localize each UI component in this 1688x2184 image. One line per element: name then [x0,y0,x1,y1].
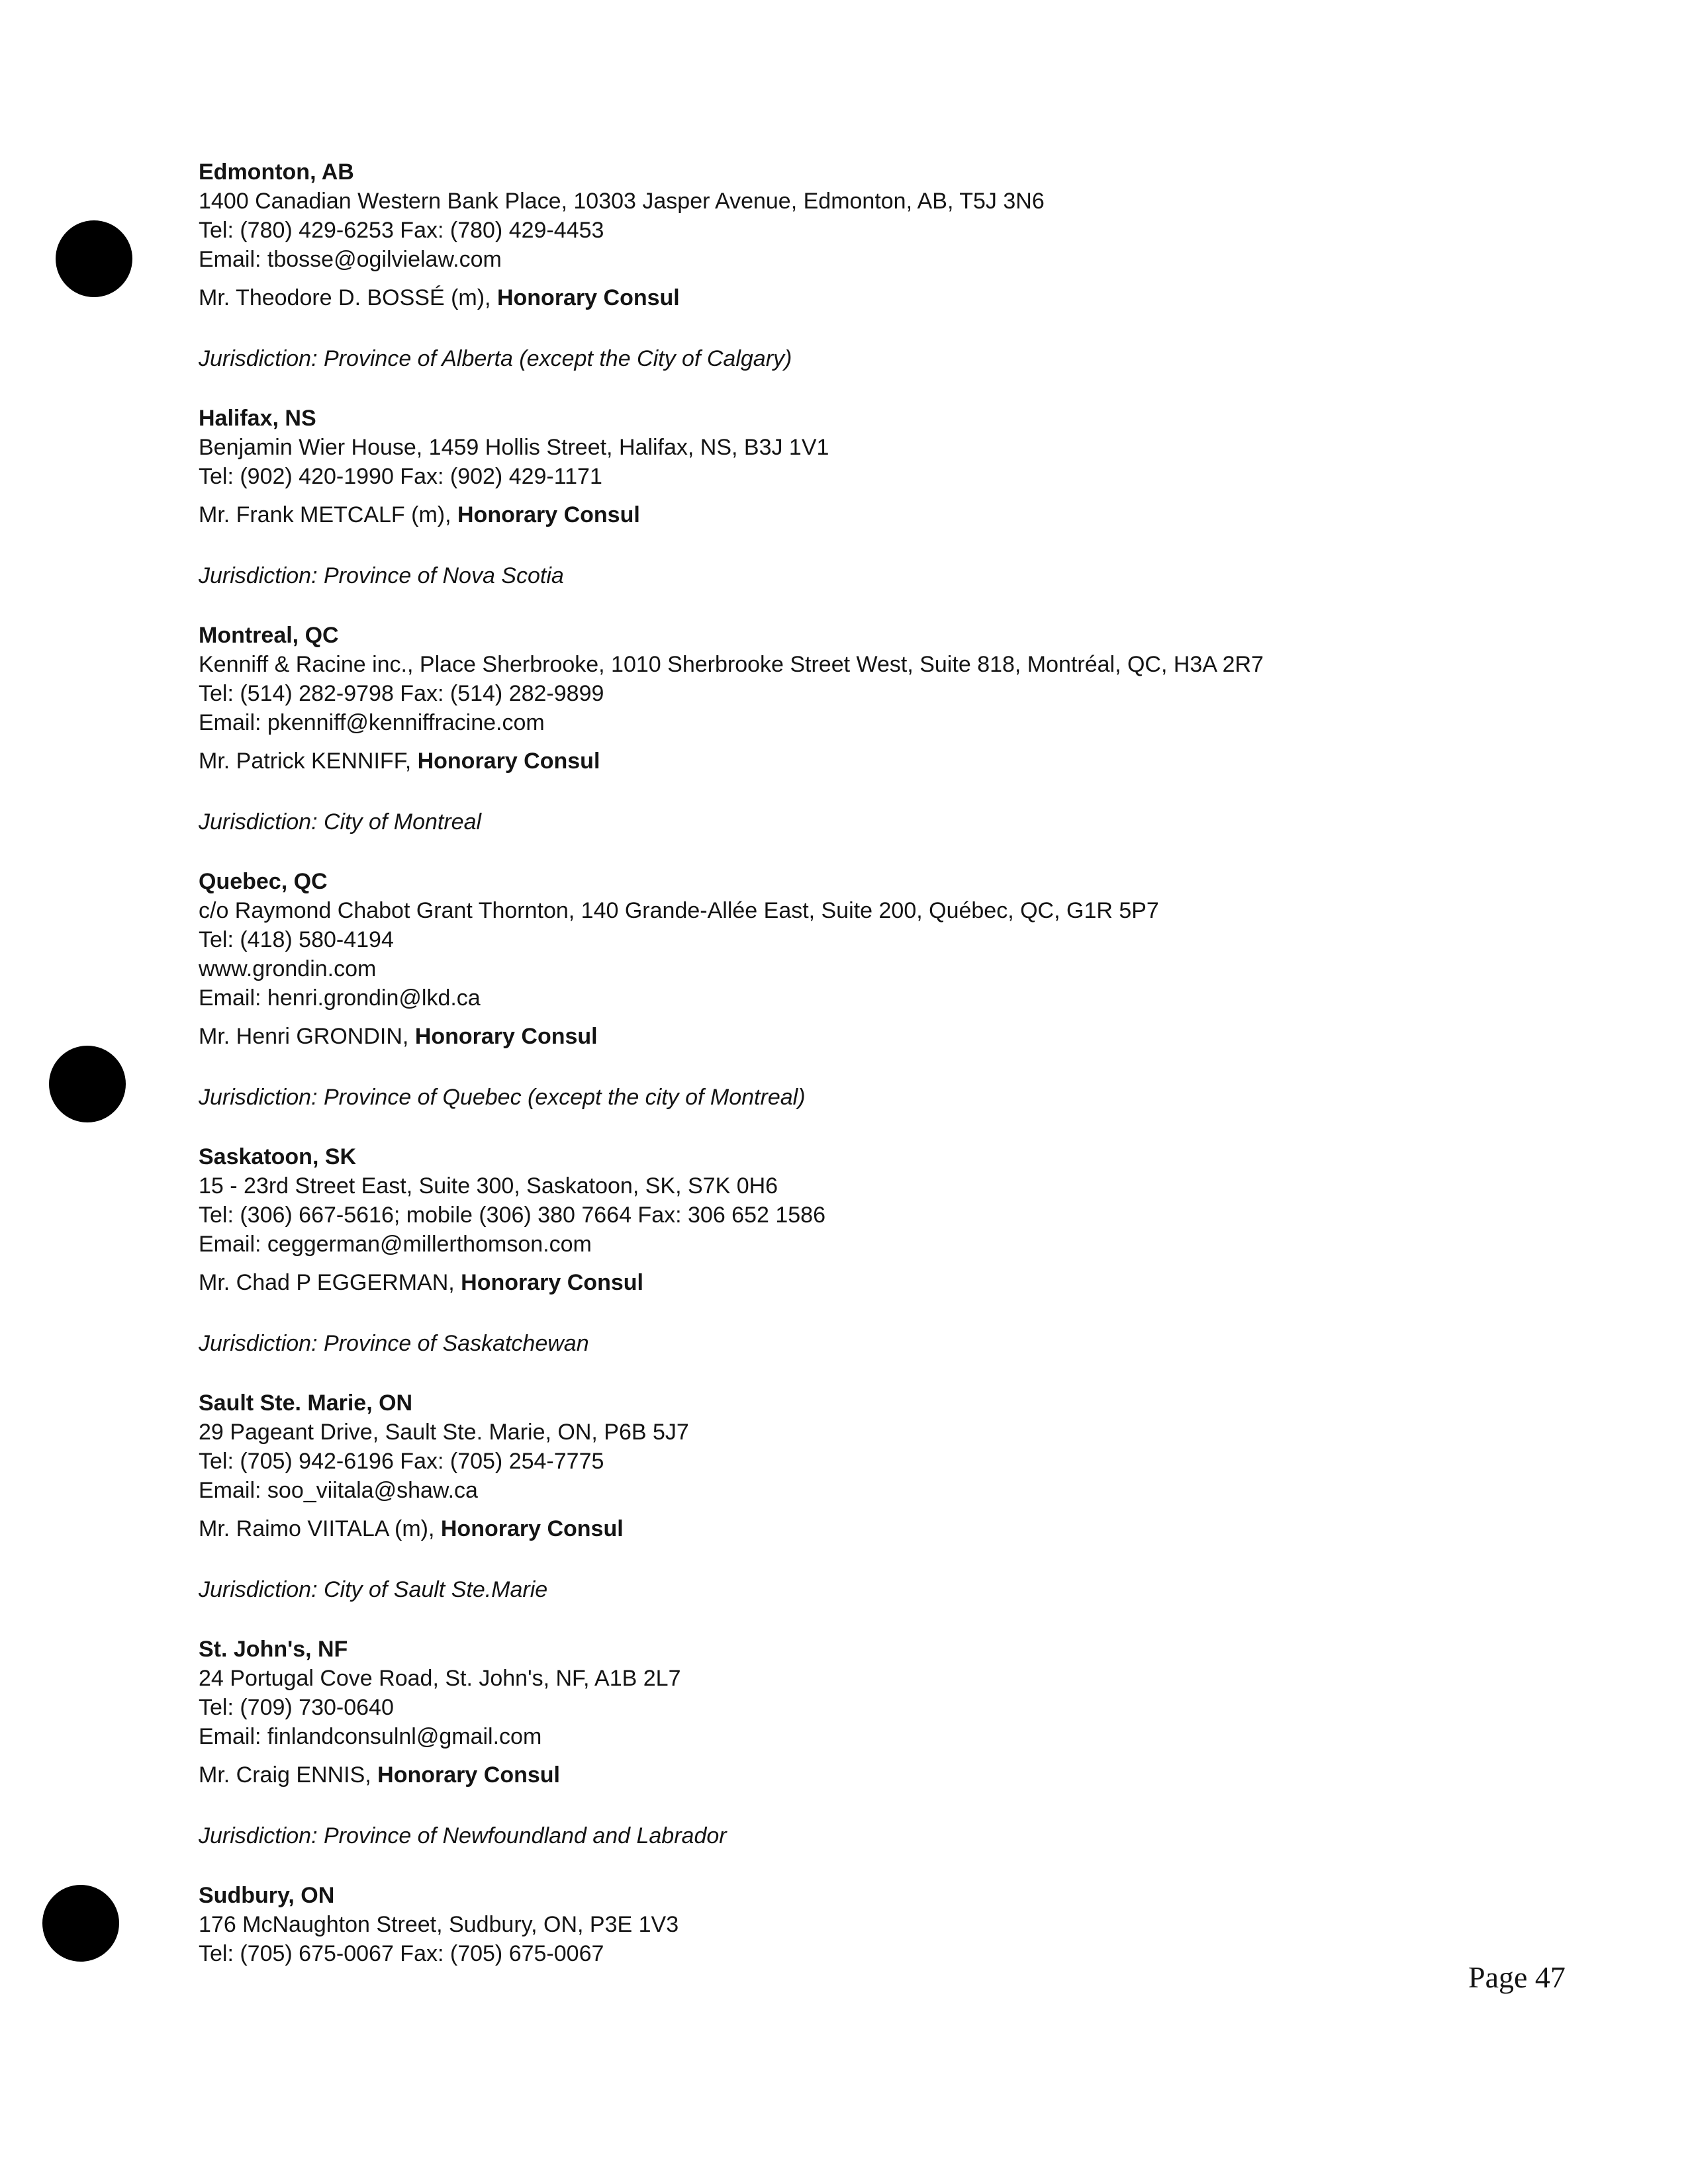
entry-jurisdiction: Jurisdiction: Province of Saskatchewan [199,1331,589,1356]
entry-jurisdiction: Jurisdiction: Province of Quebec (except the city of Montreal) [199,1085,806,1110]
contact-role: Honorary Consul [414,1024,598,1049]
entry-contact [199,1514,1523,1543]
entry-city: St. John's, NF [199,1637,348,1662]
entry-address: 1400 Canadian Western Bank Place, 10303 Jasper Avenue, Edmonton, AB, T5J 3N6 [199,189,1045,214]
entry-jurisdiction: Jurisdiction: Province of Nova Scotia [199,563,564,588]
contact-role: Honorary Consul [417,749,600,774]
entry-email: Email: pkenniff@kenniffracine.com [199,710,545,735]
contact-name: Mr. Frank METCALF (m), [199,502,457,527]
entry-city: Quebec, QC [199,869,328,894]
entry-jurisdiction: Jurisdiction: City of Sault Ste.Marie [199,1577,548,1602]
entry-address: 176 McNaughton Street, Sudbury, ON, P3E 1V3 [199,1912,679,1937]
entry-address: Kenniff & Racine inc., Place Sherbrooke, 1010 Sherbrooke Street West, Suite 818, Montréal, QC, H3A 2R7 [199,652,1264,677]
entry-website: www.grondin.com [199,956,377,981]
entry-phone: Tel: (418) 580-4194 [199,927,394,952]
punch-hole [49,1046,126,1122]
entry-city: Montreal, QC [199,623,339,648]
entry-jurisdiction: Jurisdiction: City of Montreal [199,809,482,835]
entry-phone: Tel: (306) 667-5616; mobile (306) 380 7664 Fax: 306 652 1586 [199,1203,825,1228]
contact-name: Mr. Theodore D. BOSSÉ (m), [199,285,497,310]
entry-phone: Tel: (514) 282-9798 Fax: (514) 282-9899 [199,681,604,706]
entry-contact [199,500,1523,529]
entry-address: c/o Raymond Chabot Grant Thornton, 140 Grande-Allée East, Suite 200, Québec, QC, G1R 5P7 [199,898,1159,923]
contact-role: Honorary Consul [377,1762,560,1788]
page-number: Page 47 [1468,1960,1566,1994]
punch-hole [56,220,132,297]
consulate-entry-halifax [199,404,1523,590]
consulate-entry-sault-ste-marie [199,1388,1523,1604]
entry-city: Sudbury, ON [199,1883,335,1908]
entry-email: Email: ceggerman@millerthomson.com [199,1232,592,1257]
entry-jurisdiction: Jurisdiction: Province of Alberta (except the City of Calgary) [199,346,792,371]
entry-contact [199,1760,1523,1790]
entry-email: Email: soo_viitala@shaw.ca [199,1478,478,1503]
contact-name: Mr. Henri GRONDIN, [199,1024,415,1049]
entry-phone: Tel: (709) 730-0640 [199,1695,394,1720]
contact-role: Honorary Consul [457,502,640,527]
contact-name: Mr. Craig ENNIS, [199,1762,378,1788]
contact-name: Mr. Chad P EGGERMAN, [199,1270,461,1295]
entry-address: 29 Pageant Drive, Sault Ste. Marie, ON, P6B 5J7 [199,1420,689,1445]
entry-phone: Tel: (705) 675-0067 Fax: (705) 675-0067 [199,1941,604,1966]
contact-name: Mr. Raimo VIITALA (m), [199,1516,441,1541]
consulate-entry-saskatoon [199,1142,1523,1358]
punch-hole [42,1885,119,1962]
entry-city: Sault Ste. Marie, ON [199,1390,413,1416]
entry-contact [199,1268,1523,1297]
entry-contact [199,747,1523,776]
entry-email: Email: tbosse@ogilvielaw.com [199,247,502,272]
entry-address: 15 - 23rd Street East, Suite 300, Saskatoon, SK, S7K 0H6 [199,1173,778,1199]
entry-city: Saskatoon, SK [199,1144,357,1169]
entry-city: Halifax, NS [199,406,316,431]
entry-jurisdiction: Jurisdiction: Province of Newfoundland and Labrador [199,1823,727,1848]
entry-contact [199,283,1523,312]
contact-name: Mr. Patrick KENNIFF, [199,749,418,774]
entry-phone: Tel: (780) 429-6253 Fax: (780) 429-4453 [199,218,604,243]
entry-phone: Tel: (705) 942-6196 Fax: (705) 254-7775 [199,1449,604,1474]
entry-city: Edmonton, AB [199,159,354,185]
entry-contact [199,1022,1523,1051]
consulate-list [199,158,1523,1968]
consulate-entry-montreal [199,621,1523,837]
contact-role: Honorary Consul [461,1270,643,1295]
entry-email: Email: finlandconsulnl@gmail.com [199,1724,542,1749]
consulate-entry-quebec [199,867,1523,1112]
entry-address: 24 Portugal Cove Road, St. John's, NF, A1B 2L7 [199,1666,681,1691]
entry-email: Email: henri.grondin@lkd.ca [199,985,481,1011]
consulate-entry-edmonton [199,158,1523,373]
entry-address: Benjamin Wier House, 1459 Hollis Street, Halifax, NS, B3J 1V1 [199,435,829,460]
consulate-entry-st-johns [199,1635,1523,1850]
contact-role: Honorary Consul [496,285,680,310]
contact-role: Honorary Consul [440,1516,624,1541]
consulate-entry-sudbury [199,1881,1523,1968]
entry-phone: Tel: (902) 420-1990 Fax: (902) 429-1171 [199,464,602,489]
